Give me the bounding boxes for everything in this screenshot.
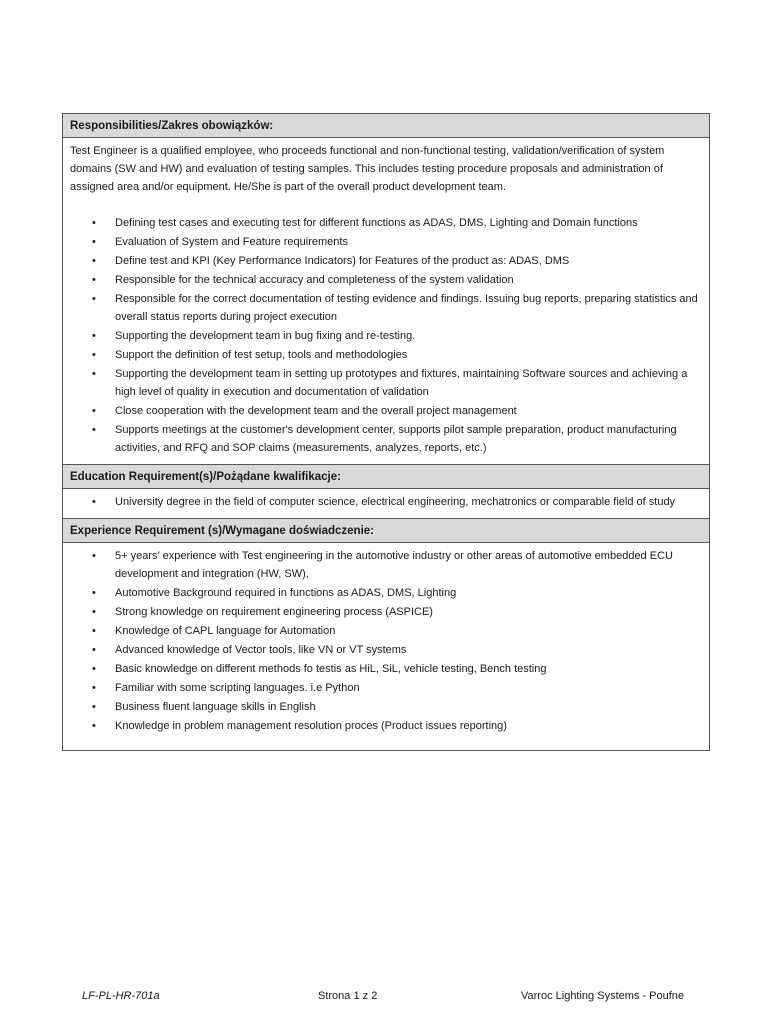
bullet-icon: •: [92, 606, 96, 618]
list-item-text: Basic knowledge on different methods fo testis as HiL, SiL, vehicle testing, Bench testing: [115, 663, 547, 675]
list-item: [70, 679, 702, 697]
experience-header: Experience Requirement (s)/Wymagane doświadczenie:: [63, 519, 709, 543]
education-list: [70, 493, 702, 511]
bullet-icon: •: [92, 349, 96, 361]
footer-page-number: Strona 1 z 2: [318, 990, 378, 1002]
bullet-icon: •: [92, 625, 96, 637]
bullet-icon: •: [92, 550, 96, 562]
bullet-icon: •: [92, 405, 96, 417]
list-item: [70, 233, 702, 251]
list-item: [70, 346, 702, 364]
list-item: [70, 365, 702, 401]
list-item: [70, 327, 702, 345]
responsibilities-body: [63, 138, 709, 465]
list-item: [70, 493, 702, 511]
bullet-icon: •: [92, 587, 96, 599]
bullet-icon: •: [92, 330, 96, 342]
bullet-icon: •: [92, 424, 96, 436]
bullet-icon: •: [92, 293, 96, 305]
responsibilities-header: Responsibilities/Zakres obowiązków:: [63, 114, 709, 138]
list-item-text: Supporting the development team in setting up prototypes and fixtures, maintaining Software sources and achieving a high level of quality in execution and documentation of validation: [115, 368, 688, 398]
list-item-text: Advanced knowledge of Vector tools, like VN or VT systems: [115, 644, 407, 656]
list-item-text: University degree in the field of computer science, electrical engineering, mechatronics or comparable field of study: [115, 496, 676, 508]
bullet-icon: •: [92, 255, 96, 267]
list-item-text: Supports meetings at the customer's development center, supports pilot sample preparation, product manufacturing activities, and RFQ and SOP claims (measurements, analyzes, reports, etc.): [115, 424, 677, 454]
list-item-text: Define test and KPI (Key Performance Indicators) for Features of the product as: ADAS, DMS: [115, 255, 570, 267]
bullet-icon: •: [92, 720, 96, 732]
list-item-text: Close cooperation with the development team and the overall project management: [115, 405, 517, 417]
list-item-text: Familiar with some scripting languages. i.e Python: [115, 682, 360, 694]
job-description-table: [62, 113, 710, 751]
bullet-icon: •: [92, 274, 96, 286]
list-item: [70, 622, 702, 640]
bullet-icon: •: [92, 663, 96, 675]
list-item: [70, 584, 702, 602]
list-item-text: Strong knowledge on requirement engineering process (ASPICE): [115, 606, 433, 618]
list-item: [70, 641, 702, 659]
list-item: [70, 603, 702, 621]
list-item-text: Responsible for the correct documentation of testing evidence and findings. Issuing bug reports, preparing statistics and overall status reports during project execution: [115, 293, 698, 323]
education-body: [63, 489, 709, 519]
list-item-text: Knowledge in problem management resolution proces (Product issues reporting): [115, 720, 507, 732]
footer-doc-code: LF-PL-HR-701a: [82, 990, 160, 1002]
bullet-icon: •: [92, 682, 96, 694]
list-item-text: Defining test cases and executing test for different functions as ADAS, DMS, Lighting and Domain functions: [115, 217, 638, 229]
list-item: [70, 717, 702, 735]
list-item-text: Business fluent language skills in English: [115, 701, 316, 713]
list-item: [70, 547, 702, 583]
list-item: [70, 698, 702, 716]
list-item-text: Responsible for the technical accuracy and completeness of the system validation: [115, 274, 514, 286]
list-item: [70, 421, 702, 457]
education-header: Education Requirement(s)/Pożądane kwalifikacje:: [63, 465, 709, 489]
list-item-text: 5+ years’ experience with Test engineering in the automotive industry or other areas of automotive embedded ECU development and integration (HW, SW),: [115, 550, 673, 580]
bullet-icon: •: [92, 644, 96, 656]
list-item: [70, 660, 702, 678]
list-item: [70, 271, 702, 289]
bullet-icon: •: [92, 236, 96, 248]
bullet-icon: •: [92, 368, 96, 380]
bullet-icon: •: [92, 217, 96, 229]
list-item: [70, 252, 702, 270]
list-item-text: Supporting the development team in bug fixing and re-testing.: [115, 330, 416, 342]
experience-list: [70, 547, 702, 735]
list-item-text: Knowledge of CAPL language for Automation: [115, 625, 336, 637]
experience-body: [63, 543, 709, 750]
bullet-icon: •: [92, 496, 96, 508]
list-item: [70, 214, 702, 232]
list-item: [70, 402, 702, 420]
list-item-text: Evaluation of System and Feature requirements: [115, 236, 348, 248]
responsibilities-intro: Test Engineer is a qualified employee, who proceeds functional and non-functional testing, validation/verification of system domains (SW and HW) and evaluation of testing samples. This includes testing procedure proposals and administration of assigned area and/or equipment. He/She is part of the overall product development team.: [70, 145, 665, 193]
list-item-text: Automotive Background required in functions as ADAS, DMS, Lighting: [115, 587, 457, 599]
bullet-icon: •: [92, 701, 96, 713]
footer-company: Varroc Lighting Systems - Poufne: [521, 990, 685, 1002]
responsibilities-list: [70, 214, 702, 457]
list-item-text: Support the definition of test setup, tools and methodologies: [115, 349, 408, 361]
list-item: [70, 290, 702, 326]
